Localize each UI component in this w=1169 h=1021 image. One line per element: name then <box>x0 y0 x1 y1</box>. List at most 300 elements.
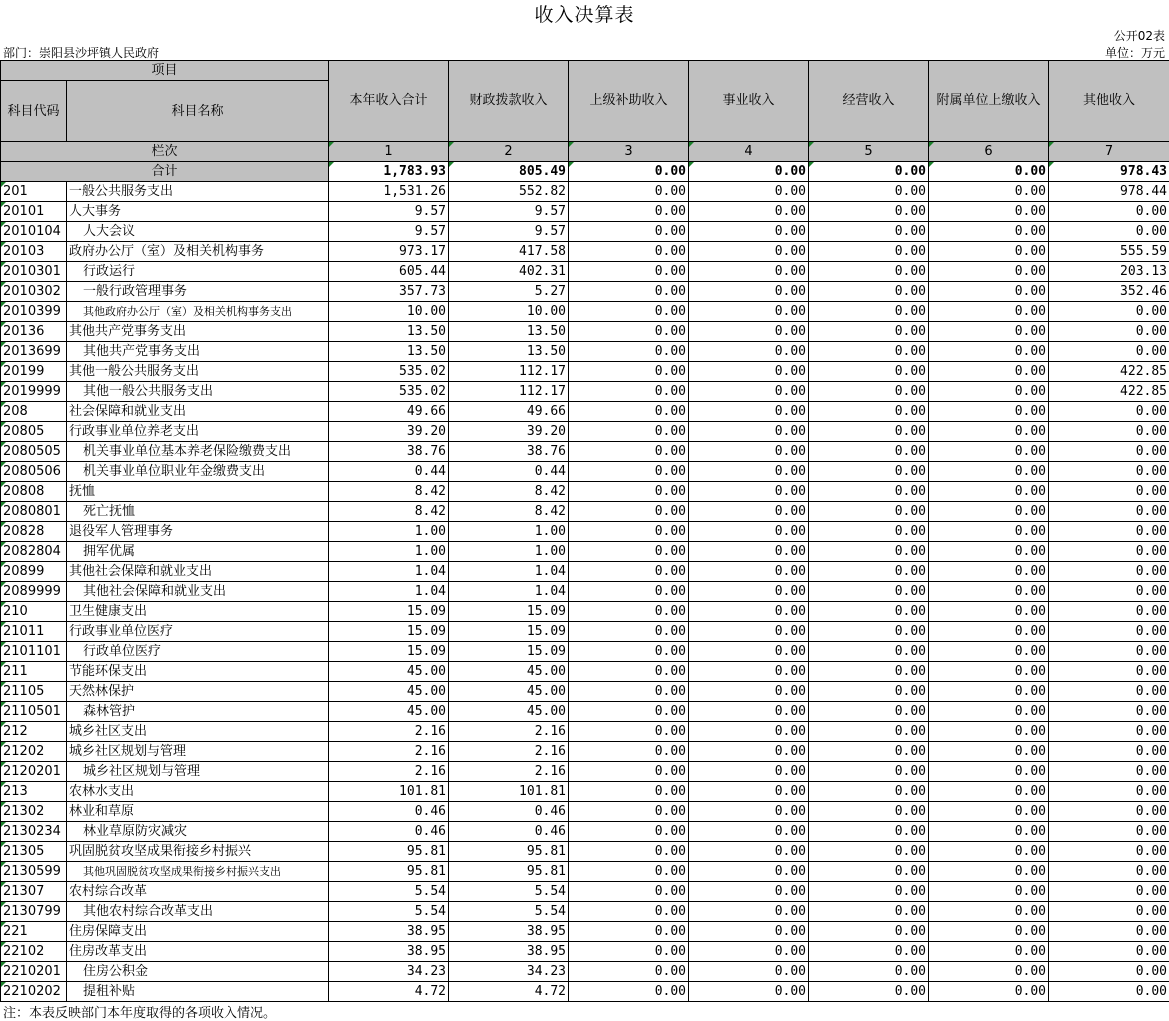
subject-name-cell[interactable]: 其他社会保障和就业支出 <box>67 582 329 602</box>
value-cell[interactable]: 0.00 <box>569 742 689 762</box>
value-cell[interactable]: 0.00 <box>929 182 1049 202</box>
value-cell[interactable]: 0.00 <box>1049 862 1169 882</box>
value-cell[interactable]: 1.00 <box>449 542 569 562</box>
value-cell[interactable]: 0.00 <box>569 422 689 442</box>
subject-code-cell[interactable]: 20808 <box>1 482 67 502</box>
value-cell[interactable]: 0.00 <box>1049 422 1169 442</box>
subject-name-cell[interactable]: 其他一般公共服务支出 <box>67 382 329 402</box>
value-cell[interactable]: 101.81 <box>449 782 569 802</box>
value-cell[interactable]: 0.00 <box>569 562 689 582</box>
value-cell[interactable]: 0.00 <box>689 822 809 842</box>
subject-code-cell[interactable]: 2130234 <box>1 822 67 842</box>
subject-name-cell[interactable]: 拥军优属 <box>67 542 329 562</box>
value-cell[interactable]: 15.09 <box>449 642 569 662</box>
value-cell[interactable]: 0.00 <box>929 802 1049 822</box>
value-cell[interactable]: 0.00 <box>1049 842 1169 862</box>
value-cell[interactable]: 0.00 <box>1049 482 1169 502</box>
subject-code-cell[interactable]: 21105 <box>1 682 67 702</box>
value-cell[interactable]: 2.16 <box>329 722 449 742</box>
value-cell[interactable]: 0.00 <box>689 442 809 462</box>
value-cell[interactable]: 0.00 <box>689 722 809 742</box>
subject-code-cell[interactable]: 2110501 <box>1 702 67 722</box>
subject-code-cell[interactable]: 210 <box>1 602 67 622</box>
value-cell[interactable]: 0.00 <box>1049 622 1169 642</box>
value-cell[interactable]: 1,531.26 <box>329 182 449 202</box>
total-cell[interactable]: 0.00 <box>929 162 1049 182</box>
value-cell[interactable]: 0.00 <box>689 762 809 782</box>
value-cell[interactable]: 0.00 <box>1049 942 1169 962</box>
value-cell[interactable]: 0.00 <box>809 502 929 522</box>
value-cell[interactable]: 0.00 <box>569 262 689 282</box>
value-cell[interactable]: 0.00 <box>809 782 929 802</box>
value-cell[interactable]: 0.00 <box>809 922 929 942</box>
value-cell[interactable]: 0.00 <box>569 622 689 642</box>
value-cell[interactable]: 8.42 <box>449 482 569 502</box>
value-cell[interactable]: 0.00 <box>689 562 809 582</box>
subject-name-cell[interactable]: 城乡社区支出 <box>67 722 329 742</box>
subject-name-cell[interactable]: 行政事业单位医疗 <box>67 622 329 642</box>
value-cell[interactable]: 49.66 <box>329 402 449 422</box>
value-cell[interactable]: 0.00 <box>1049 322 1169 342</box>
value-cell[interactable]: 0.00 <box>689 202 809 222</box>
value-cell[interactable]: 95.81 <box>449 842 569 862</box>
value-cell[interactable]: 0.00 <box>809 382 929 402</box>
col-header-2[interactable]: 财政拨款收入 <box>449 61 569 142</box>
value-cell[interactable]: 0.00 <box>569 342 689 362</box>
total-cell[interactable]: 0.00 <box>809 162 929 182</box>
value-cell[interactable]: 0.00 <box>809 242 929 262</box>
value-cell[interactable]: 357.73 <box>329 282 449 302</box>
value-cell[interactable]: 0.00 <box>689 182 809 202</box>
value-cell[interactable]: 15.09 <box>329 622 449 642</box>
value-cell[interactable]: 0.00 <box>809 662 929 682</box>
subject-code-cell[interactable]: 2080801 <box>1 502 67 522</box>
value-cell[interactable]: 5.54 <box>449 902 569 922</box>
value-cell[interactable]: 95.81 <box>329 862 449 882</box>
total-cell[interactable]: 805.49 <box>449 162 569 182</box>
value-cell[interactable]: 1.04 <box>449 562 569 582</box>
subject-code-cell[interactable]: 2080506 <box>1 462 67 482</box>
value-cell[interactable]: 0.00 <box>569 662 689 682</box>
subject-name-cell[interactable]: 农村综合改革 <box>67 882 329 902</box>
subject-code-cell[interactable]: 20828 <box>1 522 67 542</box>
value-cell[interactable]: 2.16 <box>449 742 569 762</box>
value-cell[interactable]: 0.00 <box>689 322 809 342</box>
value-cell[interactable]: 45.00 <box>449 702 569 722</box>
value-cell[interactable]: 0.00 <box>569 882 689 902</box>
value-cell[interactable]: 0.00 <box>809 462 929 482</box>
value-cell[interactable]: 45.00 <box>329 662 449 682</box>
value-cell[interactable]: 2.16 <box>449 762 569 782</box>
value-cell[interactable]: 0.46 <box>329 802 449 822</box>
value-cell[interactable]: 38.95 <box>449 922 569 942</box>
subject-name-cell[interactable]: 住房公积金 <box>67 962 329 982</box>
value-cell[interactable]: 0.00 <box>689 902 809 922</box>
subject-name-cell[interactable]: 机关事业单位基本养老保险缴费支出 <box>67 442 329 462</box>
value-cell[interactable]: 0.00 <box>809 322 929 342</box>
value-cell[interactable]: 101.81 <box>329 782 449 802</box>
value-cell[interactable]: 0.00 <box>569 862 689 882</box>
value-cell[interactable]: 34.23 <box>329 962 449 982</box>
value-cell[interactable]: 0.00 <box>569 962 689 982</box>
value-cell[interactable]: 8.42 <box>449 502 569 522</box>
subject-name-cell[interactable]: 天然林保护 <box>67 682 329 702</box>
value-cell[interactable]: 45.00 <box>329 682 449 702</box>
subject-code-cell[interactable]: 2010104 <box>1 222 67 242</box>
value-cell[interactable]: 0.00 <box>569 382 689 402</box>
value-cell[interactable]: 0.00 <box>689 802 809 822</box>
value-cell[interactable]: 0.00 <box>689 482 809 502</box>
subject-code-cell[interactable]: 2210201 <box>1 962 67 982</box>
value-cell[interactable]: 0.00 <box>929 222 1049 242</box>
value-cell[interactable]: 422.85 <box>1049 362 1169 382</box>
value-cell[interactable]: 0.00 <box>809 642 929 662</box>
subject-name-cell[interactable]: 一般公共服务支出 <box>67 182 329 202</box>
value-cell[interactable]: 0.00 <box>569 942 689 962</box>
subject-name-cell[interactable]: 其他共产党事务支出 <box>67 342 329 362</box>
value-cell[interactable]: 1.04 <box>329 562 449 582</box>
value-cell[interactable]: 0.00 <box>689 642 809 662</box>
subject-name-cell[interactable]: 卫生健康支出 <box>67 602 329 622</box>
value-cell[interactable]: 2.16 <box>329 742 449 762</box>
subject-code-cell[interactable]: 21202 <box>1 742 67 762</box>
value-cell[interactable]: 4.72 <box>329 982 449 1002</box>
value-cell[interactable]: 0.00 <box>929 242 1049 262</box>
value-cell[interactable]: 0.00 <box>1049 302 1169 322</box>
value-cell[interactable]: 0.00 <box>929 962 1049 982</box>
value-cell[interactable]: 0.00 <box>809 222 929 242</box>
value-cell[interactable]: 0.00 <box>569 802 689 822</box>
value-cell[interactable]: 0.00 <box>809 182 929 202</box>
value-cell[interactable]: 0.00 <box>689 982 809 1002</box>
value-cell[interactable]: 0.00 <box>929 562 1049 582</box>
value-cell[interactable]: 0.00 <box>689 682 809 702</box>
subject-code-cell[interactable]: 22102 <box>1 942 67 962</box>
subject-name-cell[interactable]: 行政单位医疗 <box>67 642 329 662</box>
value-cell[interactable]: 0.00 <box>929 542 1049 562</box>
value-cell[interactable]: 0.00 <box>809 802 929 822</box>
value-cell[interactable]: 0.00 <box>569 182 689 202</box>
value-cell[interactable]: 0.00 <box>569 362 689 382</box>
subject-name-cell[interactable]: 林业草原防灾减灾 <box>67 822 329 842</box>
value-cell[interactable]: 0.00 <box>1049 782 1169 802</box>
value-cell[interactable]: 38.76 <box>329 442 449 462</box>
value-cell[interactable]: 0.00 <box>1049 762 1169 782</box>
value-cell[interactable]: 0.00 <box>929 322 1049 342</box>
value-cell[interactable]: 38.95 <box>329 922 449 942</box>
value-cell[interactable]: 0.00 <box>809 542 929 562</box>
value-cell[interactable]: 0.00 <box>689 782 809 802</box>
value-cell[interactable]: 0.00 <box>809 882 929 902</box>
subject-code-cell[interactable]: 21302 <box>1 802 67 822</box>
value-cell[interactable]: 555.59 <box>1049 242 1169 262</box>
value-cell[interactable]: 0.44 <box>449 462 569 482</box>
value-cell[interactable]: 45.00 <box>449 662 569 682</box>
subject-name-cell[interactable]: 机关事业单位职业年金缴费支出 <box>67 462 329 482</box>
value-cell[interactable]: 0.00 <box>929 862 1049 882</box>
subject-code-cell[interactable]: 20199 <box>1 362 67 382</box>
value-cell[interactable]: 0.00 <box>569 302 689 322</box>
subject-name-cell[interactable]: 其他社会保障和就业支出 <box>67 562 329 582</box>
subject-name-cell[interactable]: 林业和草原 <box>67 802 329 822</box>
value-cell[interactable]: 38.76 <box>449 442 569 462</box>
value-cell[interactable]: 0.00 <box>929 982 1049 1002</box>
value-cell[interactable]: 0.00 <box>569 542 689 562</box>
value-cell[interactable]: 5.54 <box>329 882 449 902</box>
value-cell[interactable]: 95.81 <box>329 842 449 862</box>
value-cell[interactable]: 0.00 <box>1049 342 1169 362</box>
col-header-1[interactable]: 本年收入合计 <box>329 61 449 142</box>
value-cell[interactable]: 39.20 <box>449 422 569 442</box>
value-cell[interactable]: 0.00 <box>569 782 689 802</box>
value-cell[interactable]: 0.00 <box>1049 982 1169 1002</box>
value-cell[interactable]: 0.00 <box>929 642 1049 662</box>
value-cell[interactable]: 0.00 <box>809 702 929 722</box>
value-cell[interactable]: 0.00 <box>1049 702 1169 722</box>
value-cell[interactable]: 4.72 <box>449 982 569 1002</box>
total-cell[interactable]: 978.43 <box>1049 162 1169 182</box>
value-cell[interactable]: 0.00 <box>929 902 1049 922</box>
value-cell[interactable]: 0.00 <box>569 982 689 1002</box>
value-cell[interactable]: 0.00 <box>689 742 809 762</box>
subject-code-cell[interactable]: 2010302 <box>1 282 67 302</box>
value-cell[interactable]: 0.00 <box>929 202 1049 222</box>
value-cell[interactable]: 5.27 <box>449 282 569 302</box>
value-cell[interactable]: 0.00 <box>569 642 689 662</box>
value-cell[interactable]: 0.00 <box>929 602 1049 622</box>
value-cell[interactable]: 0.00 <box>929 402 1049 422</box>
value-cell[interactable]: 0.00 <box>569 502 689 522</box>
subject-name-cell[interactable]: 节能环保支出 <box>67 662 329 682</box>
value-cell[interactable]: 9.57 <box>329 222 449 242</box>
subject-code-cell[interactable]: 2130799 <box>1 902 67 922</box>
value-cell[interactable]: 0.00 <box>929 822 1049 842</box>
subject-code-cell[interactable]: 2080505 <box>1 442 67 462</box>
value-cell[interactable]: 0.44 <box>329 462 449 482</box>
value-cell[interactable]: 0.00 <box>929 682 1049 702</box>
value-cell[interactable]: 0.00 <box>1049 582 1169 602</box>
subject-name-cell[interactable]: 行政事业单位养老支出 <box>67 422 329 442</box>
value-cell[interactable]: 0.00 <box>929 942 1049 962</box>
value-cell[interactable]: 0.00 <box>689 222 809 242</box>
value-cell[interactable]: 0.00 <box>1049 502 1169 522</box>
value-cell[interactable]: 0.00 <box>929 762 1049 782</box>
value-cell[interactable]: 39.20 <box>329 422 449 442</box>
subject-code-cell[interactable]: 2089999 <box>1 582 67 602</box>
value-cell[interactable]: 1.00 <box>449 522 569 542</box>
col-header-7[interactable]: 其他收入 <box>1049 61 1169 142</box>
col-header-3[interactable]: 上级补助收入 <box>569 61 689 142</box>
value-cell[interactable]: 973.17 <box>329 242 449 262</box>
value-cell[interactable]: 0.00 <box>809 202 929 222</box>
subject-code-cell[interactable]: 211 <box>1 662 67 682</box>
value-cell[interactable]: 0.00 <box>809 982 929 1002</box>
subject-name-cell[interactable]: 森林管护 <box>67 702 329 722</box>
value-cell[interactable]: 0.00 <box>569 702 689 722</box>
value-cell[interactable]: 0.00 <box>1049 462 1169 482</box>
subject-code-cell[interactable]: 221 <box>1 922 67 942</box>
value-cell[interactable]: 0.00 <box>929 522 1049 542</box>
subject-code-cell[interactable]: 2010399 <box>1 302 67 322</box>
value-cell[interactable]: 0.00 <box>809 522 929 542</box>
value-cell[interactable]: 0.00 <box>1049 642 1169 662</box>
value-cell[interactable]: 0.00 <box>1049 682 1169 702</box>
value-cell[interactable]: 1.00 <box>329 542 449 562</box>
value-cell[interactable]: 112.17 <box>449 362 569 382</box>
value-cell[interactable]: 1.00 <box>329 522 449 542</box>
value-cell[interactable]: 0.00 <box>569 462 689 482</box>
value-cell[interactable]: 0.00 <box>689 262 809 282</box>
value-cell[interactable]: 0.00 <box>929 462 1049 482</box>
value-cell[interactable]: 0.00 <box>929 342 1049 362</box>
subject-code-cell[interactable]: 21305 <box>1 842 67 862</box>
value-cell[interactable]: 0.00 <box>569 922 689 942</box>
value-cell[interactable]: 535.02 <box>329 362 449 382</box>
value-cell[interactable]: 0.00 <box>929 702 1049 722</box>
value-cell[interactable]: 15.09 <box>329 642 449 662</box>
value-cell[interactable]: 2.16 <box>449 722 569 742</box>
value-cell[interactable]: 0.00 <box>809 402 929 422</box>
value-cell[interactable]: 0.00 <box>689 582 809 602</box>
value-cell[interactable]: 0.00 <box>569 202 689 222</box>
value-cell[interactable]: 0.00 <box>689 862 809 882</box>
value-cell[interactable]: 0.00 <box>689 462 809 482</box>
subject-name-cell[interactable]: 人大会议 <box>67 222 329 242</box>
value-cell[interactable]: 95.81 <box>449 862 569 882</box>
value-cell[interactable]: 0.00 <box>569 842 689 862</box>
subject-name-cell[interactable]: 其他共产党事务支出 <box>67 322 329 342</box>
value-cell[interactable]: 0.00 <box>689 382 809 402</box>
value-cell[interactable]: 0.00 <box>929 742 1049 762</box>
value-cell[interactable]: 0.00 <box>569 522 689 542</box>
value-cell[interactable]: 0.00 <box>809 742 929 762</box>
subject-name-cell[interactable]: 退役军人管理事务 <box>67 522 329 542</box>
value-cell[interactable]: 0.00 <box>1049 222 1169 242</box>
value-cell[interactable]: 45.00 <box>449 682 569 702</box>
value-cell[interactable]: 0.00 <box>809 482 929 502</box>
value-cell[interactable]: 0.00 <box>569 242 689 262</box>
value-cell[interactable]: 112.17 <box>449 382 569 402</box>
total-cell[interactable]: 0.00 <box>569 162 689 182</box>
value-cell[interactable]: 0.00 <box>929 362 1049 382</box>
value-cell[interactable]: 38.95 <box>449 942 569 962</box>
value-cell[interactable]: 5.54 <box>329 902 449 922</box>
subject-name-cell[interactable]: 行政运行 <box>67 262 329 282</box>
value-cell[interactable]: 0.00 <box>929 882 1049 902</box>
value-cell[interactable]: 352.46 <box>1049 282 1169 302</box>
value-cell[interactable]: 49.66 <box>449 402 569 422</box>
subject-name-cell[interactable]: 人大事务 <box>67 202 329 222</box>
value-cell[interactable]: 8.42 <box>329 502 449 522</box>
subject-code-cell[interactable]: 20103 <box>1 242 67 262</box>
subject-code-cell[interactable]: 21011 <box>1 622 67 642</box>
value-cell[interactable]: 0.00 <box>929 302 1049 322</box>
subject-code-cell[interactable]: 2120201 <box>1 762 67 782</box>
value-cell[interactable]: 0.00 <box>1049 442 1169 462</box>
value-cell[interactable]: 978.44 <box>1049 182 1169 202</box>
subject-name-cell[interactable]: 其他巩固脱贫攻坚成果衔接乡村振兴支出 <box>67 862 329 882</box>
value-cell[interactable]: 0.00 <box>1049 202 1169 222</box>
value-cell[interactable]: 38.95 <box>329 942 449 962</box>
value-cell[interactable]: 15.09 <box>449 622 569 642</box>
value-cell[interactable]: 10.00 <box>449 302 569 322</box>
value-cell[interactable]: 0.00 <box>1049 882 1169 902</box>
value-cell[interactable]: 0.00 <box>1049 902 1169 922</box>
value-cell[interactable]: 0.00 <box>929 922 1049 942</box>
value-cell[interactable]: 0.00 <box>689 242 809 262</box>
subject-code-cell[interactable]: 2013699 <box>1 342 67 362</box>
value-cell[interactable]: 9.57 <box>449 202 569 222</box>
value-cell[interactable]: 0.00 <box>569 822 689 842</box>
value-cell[interactable]: 0.00 <box>929 422 1049 442</box>
value-cell[interactable]: 0.00 <box>929 782 1049 802</box>
value-cell[interactable]: 417.58 <box>449 242 569 262</box>
value-cell[interactable]: 8.42 <box>329 482 449 502</box>
subject-name-cell[interactable]: 一般行政管理事务 <box>67 282 329 302</box>
subject-code-cell[interactable]: 2130599 <box>1 862 67 882</box>
value-cell[interactable]: 0.00 <box>689 302 809 322</box>
value-cell[interactable]: 0.00 <box>809 842 929 862</box>
value-cell[interactable]: 13.50 <box>329 342 449 362</box>
value-cell[interactable]: 1.04 <box>329 582 449 602</box>
value-cell[interactable]: 552.82 <box>449 182 569 202</box>
value-cell[interactable]: 0.00 <box>689 882 809 902</box>
value-cell[interactable]: 2.16 <box>329 762 449 782</box>
value-cell[interactable]: 15.09 <box>449 602 569 622</box>
value-cell[interactable]: 5.54 <box>449 882 569 902</box>
value-cell[interactable]: 0.00 <box>809 442 929 462</box>
subject-code-cell[interactable]: 201 <box>1 182 67 202</box>
subject-code-cell[interactable]: 2210202 <box>1 982 67 1002</box>
value-cell[interactable]: 0.00 <box>689 282 809 302</box>
value-cell[interactable]: 0.00 <box>929 662 1049 682</box>
subject-name-cell[interactable]: 死亡抚恤 <box>67 502 329 522</box>
subject-code-cell[interactable]: 212 <box>1 722 67 742</box>
subject-code-cell[interactable]: 21307 <box>1 882 67 902</box>
value-cell[interactable]: 0.00 <box>1049 802 1169 822</box>
value-cell[interactable]: 0.00 <box>1049 722 1169 742</box>
subject-name-cell[interactable]: 其他农村综合改革支出 <box>67 902 329 922</box>
value-cell[interactable]: 13.50 <box>329 322 449 342</box>
value-cell[interactable]: 0.00 <box>809 682 929 702</box>
value-cell[interactable]: 0.00 <box>929 582 1049 602</box>
value-cell[interactable]: 0.00 <box>689 962 809 982</box>
value-cell[interactable]: 0.00 <box>929 382 1049 402</box>
value-cell[interactable]: 0.00 <box>1049 822 1169 842</box>
value-cell[interactable]: 0.00 <box>929 442 1049 462</box>
value-cell[interactable]: 0.00 <box>569 722 689 742</box>
total-cell[interactable]: 0.00 <box>689 162 809 182</box>
subject-name-cell[interactable]: 农林水支出 <box>67 782 329 802</box>
value-cell[interactable]: 13.50 <box>449 342 569 362</box>
value-cell[interactable]: 0.00 <box>809 282 929 302</box>
value-cell[interactable]: 0.00 <box>689 602 809 622</box>
value-cell[interactable]: 0.00 <box>1049 602 1169 622</box>
value-cell[interactable]: 0.00 <box>689 942 809 962</box>
col-header-6[interactable]: 附属单位上缴收入 <box>929 61 1049 142</box>
col-header-4[interactable]: 事业收入 <box>689 61 809 142</box>
value-cell[interactable]: 9.57 <box>449 222 569 242</box>
subject-name-cell[interactable]: 政府办公厅（室）及相关机构事务 <box>67 242 329 262</box>
value-cell[interactable]: 0.00 <box>929 622 1049 642</box>
value-cell[interactable]: 0.00 <box>809 342 929 362</box>
value-cell[interactable]: 0.00 <box>1049 402 1169 422</box>
value-cell[interactable]: 0.00 <box>689 922 809 942</box>
value-cell[interactable]: 0.00 <box>929 282 1049 302</box>
value-cell[interactable]: 0.00 <box>689 402 809 422</box>
subject-name-cell[interactable]: 其他一般公共服务支出 <box>67 362 329 382</box>
value-cell[interactable]: 0.00 <box>569 282 689 302</box>
